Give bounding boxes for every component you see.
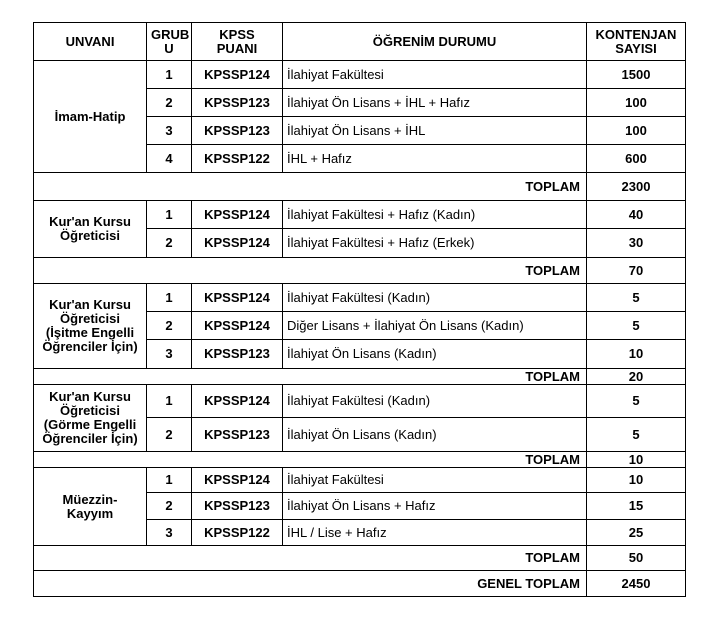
unvan-line: Kayyım (66, 505, 114, 521)
education-cell: İlahiyat Ön Lisans + İHL + Hafız (283, 89, 587, 117)
group-cell: 2 (147, 89, 192, 117)
quota-cell: 10 (587, 340, 686, 369)
group-cell: 1 (147, 284, 192, 312)
total-value: 10 (587, 452, 686, 468)
unvan-line: Kur'an Kursu (49, 297, 131, 312)
education-cell: Diğer Lisans + İlahiyat Ön Lisans (Kadın) (283, 312, 587, 340)
education-cell: İlahiyat Fakültesi + Hafız (Erkek) (283, 229, 587, 258)
quota-cell: 5 (587, 312, 686, 340)
quota-cell: 5 (587, 418, 686, 452)
kpss-cell: KPSSP122 (192, 145, 283, 173)
education-cell: İlahiyat Fakültesi (283, 468, 587, 493)
total-label: TOPLAM (34, 546, 587, 571)
header-row (34, 23, 686, 61)
kpss-cell: KPSSP123 (192, 89, 283, 117)
header-ogrenim-durumu: ÖĞRENİM DURUMU (283, 23, 587, 61)
kpss-cell: KPSSP123 (192, 117, 283, 145)
total-label: TOPLAM (34, 173, 587, 201)
kpss-cell: KPSSP124 (192, 61, 283, 89)
grand-total-label: GENEL TOPLAM (34, 571, 587, 597)
kpss-cell: KPSSP124 (192, 312, 283, 340)
unvan-line: Kur'an Kursu (49, 214, 131, 229)
education-cell: İHL / Lise + Hafız (283, 520, 587, 546)
total-row (34, 369, 686, 385)
unvan-line: Öğreticisi (60, 311, 120, 326)
quota-cell: 5 (587, 284, 686, 312)
unvan-line: İmam-Hatip (54, 108, 126, 124)
total-label: TOPLAM (34, 369, 587, 385)
education-cell: İlahiyat Fakültesi + Hafız (Kadın) (283, 201, 587, 229)
kpss-cell: KPSSP124 (192, 201, 283, 229)
quota-cell: 15 (587, 493, 686, 520)
total-label: TOPLAM (34, 258, 587, 284)
unvan-cell (34, 201, 147, 258)
unvan-cell (34, 284, 147, 369)
unvan-cell (34, 61, 147, 173)
education-cell: İlahiyat Fakültesi (283, 61, 587, 89)
quota-cell: 30 (587, 229, 686, 258)
kpss-cell: KPSSP123 (192, 493, 283, 520)
table-row (34, 61, 686, 89)
group-cell: 2 (147, 312, 192, 340)
kpss-cell: KPSSP124 (192, 229, 283, 258)
kpss-cell: KPSSP123 (192, 418, 283, 452)
quota-cell: 100 (587, 117, 686, 145)
group-cell: 2 (147, 418, 192, 452)
group-cell: 1 (147, 61, 192, 89)
unvan-cell (34, 468, 147, 546)
total-row (34, 258, 686, 284)
education-cell: İlahiyat Fakültesi (Kadın) (283, 284, 587, 312)
group-cell: 3 (147, 520, 192, 546)
kpss-cell: KPSSP124 (192, 468, 283, 493)
table-row (34, 468, 686, 493)
group-cell: 1 (147, 468, 192, 493)
unvan-line: (Görme Engelli (43, 417, 137, 432)
kpss-cell: KPSSP124 (192, 385, 283, 418)
grand-total-row (34, 571, 686, 597)
quota-table (33, 22, 686, 597)
group-cell: 3 (147, 117, 192, 145)
unvan-line: (İşitme Engelli (45, 325, 135, 340)
quota-cell: 100 (587, 89, 686, 117)
education-cell: İlahiyat Ön Lisans (Kadın) (283, 340, 587, 369)
unvan-line: Müezzin- (62, 491, 118, 507)
unvan-line: Kur'an Kursu (49, 389, 131, 404)
header-kpss-puani: KPSS PUANI (192, 23, 283, 61)
header-unvani: UNVANI (34, 23, 147, 61)
kpss-cell: KPSSP122 (192, 520, 283, 546)
quota-cell: 10 (587, 468, 686, 493)
education-cell: İlahiyat Ön Lisans + İHL (283, 117, 587, 145)
unvan-line: Öğrenciler İçin) (42, 431, 138, 446)
total-row (34, 173, 686, 201)
grand-total-value: 2450 (587, 571, 686, 597)
total-row (34, 452, 686, 468)
quota-cell: 5 (587, 385, 686, 418)
total-value: 20 (587, 369, 686, 385)
quota-cell: 600 (587, 145, 686, 173)
unvan-line: Öğreticisi (60, 403, 120, 418)
table-row (34, 284, 686, 312)
kpss-cell: KPSSP124 (192, 284, 283, 312)
group-cell: 2 (147, 229, 192, 258)
table-row (34, 201, 686, 229)
group-cell: 1 (147, 201, 192, 229)
education-cell: İlahiyat Ön Lisans (Kadın) (283, 418, 587, 452)
total-value: 50 (587, 546, 686, 571)
group-cell: 4 (147, 145, 192, 173)
quota-cell: 40 (587, 201, 686, 229)
total-row (34, 546, 686, 571)
group-cell: 2 (147, 493, 192, 520)
unvan-line: Öğreticisi (60, 228, 120, 243)
quota-cell: 1500 (587, 61, 686, 89)
kpss-cell: KPSSP123 (192, 340, 283, 369)
total-value: 2300 (587, 173, 686, 201)
table-row (34, 385, 686, 418)
header-kontenjan-sayisi: KONTENJAN SAYISI (587, 23, 686, 61)
unvan-line: Öğrenciler İçin) (42, 339, 138, 354)
header-grubu: GRUB U (147, 23, 192, 61)
total-value: 70 (587, 258, 686, 284)
education-cell: İlahiyat Fakültesi (Kadın) (283, 385, 587, 418)
education-cell: İlahiyat Ön Lisans + Hafız (283, 493, 587, 520)
group-cell: 3 (147, 340, 192, 369)
education-cell: İHL + Hafız (283, 145, 587, 173)
total-label: TOPLAM (34, 452, 587, 468)
group-cell: 1 (147, 385, 192, 418)
quota-cell: 25 (587, 520, 686, 546)
unvan-cell (34, 385, 147, 452)
